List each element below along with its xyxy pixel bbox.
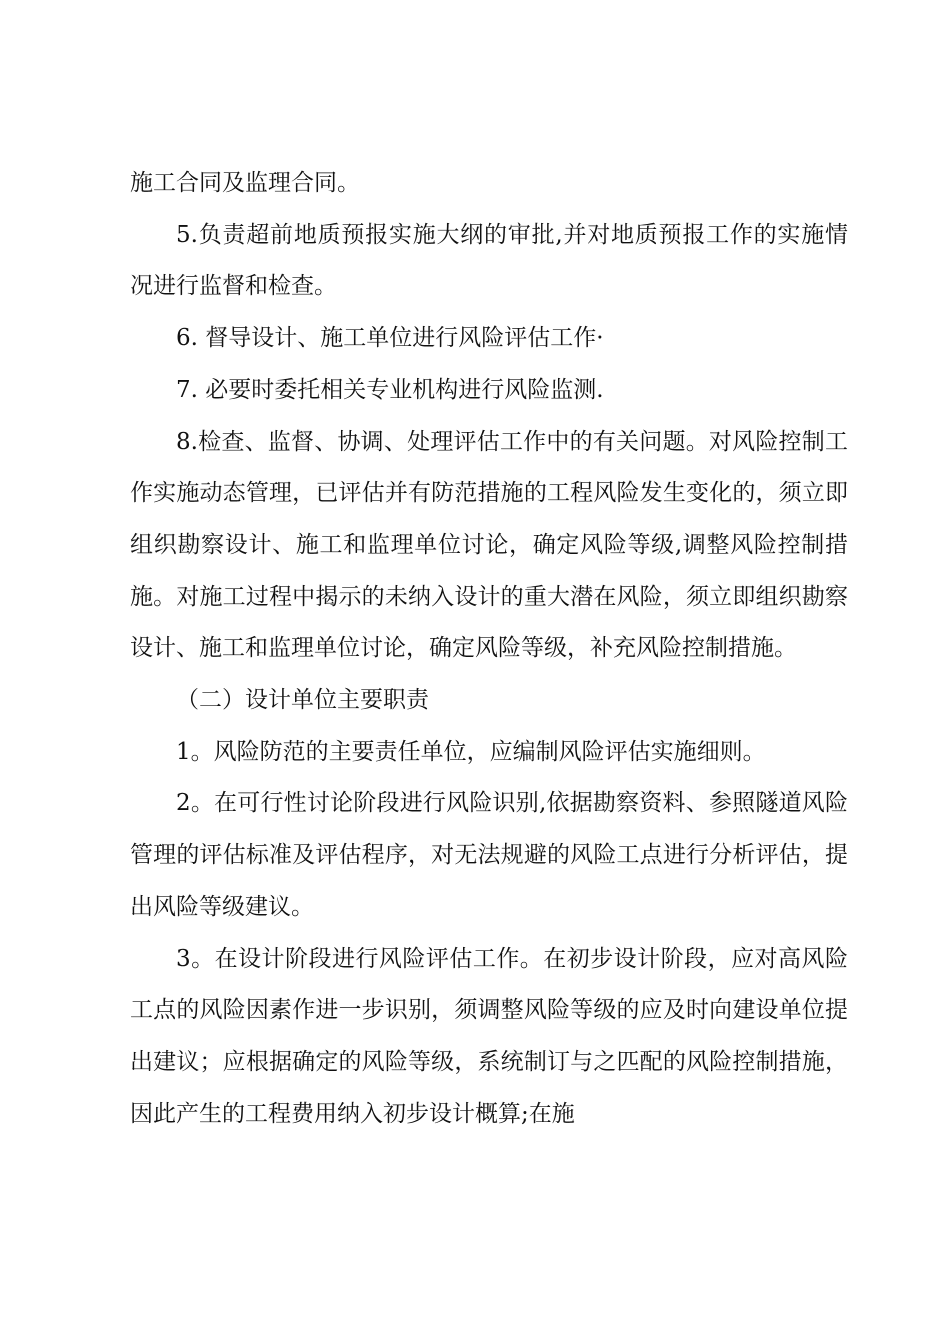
paragraph-contract-tail: 施工合同及监理合同。: [130, 170, 360, 196]
paragraph-item-7: 7. 必要时委托相关专业机构进行风险监测.: [176, 376, 604, 403]
paragraph-design-item-1: 1。风险防范的主要责任单位，应编制风险评估实施细则。: [176, 738, 766, 765]
paragraph-item-6: 6. 督导设计、施工单位进行风险评估工作·: [176, 325, 604, 352]
paragraph-design-item-2: 2。在可行性讨论阶段进行风险识别,依据勘察资料、参照隧道风险管理的评估标准及评估程序，对无法规避的风险工点进行分析评估，提出风险等级建议。: [130, 790, 848, 920]
document-body: [130, 158, 848, 1140]
paragraph-item-8: 8.检查、监督、协调、处理评估工作中的有关问题。对风险控制工作实施动态管理，已评估并有防范措施的工程风险发生变化的，须立即组织勘察设计、施工和监理单位讨论，确定风险等级,调整风险控制措施。对施工过程中揭示的未纳入设计的重大潜在风险，须立即组织勘察设计、施工和监理单位讨论，确定风险等级，补充风险控制措施。: [130, 428, 848, 662]
section-heading-design-unit: （二）设计单位主要职责: [176, 687, 429, 714]
paragraph-design-item-3: 3。在设计阶段进行风险评估工作。在初步设计阶段，应对高风险工点的风险因素作进一步识别，须调整风险等级的应及时向建设单位提出建议；应根据确定的风险等级，系统制订与之匹配的风险控制措施，因此产生的工程费用纳入初步设计概算;在施: [130, 945, 848, 1127]
paragraph-item-5: 5.负责超前地质预报实施大纲的审批,并对地质预报工作的实施情况进行监督和检查。: [130, 221, 848, 300]
